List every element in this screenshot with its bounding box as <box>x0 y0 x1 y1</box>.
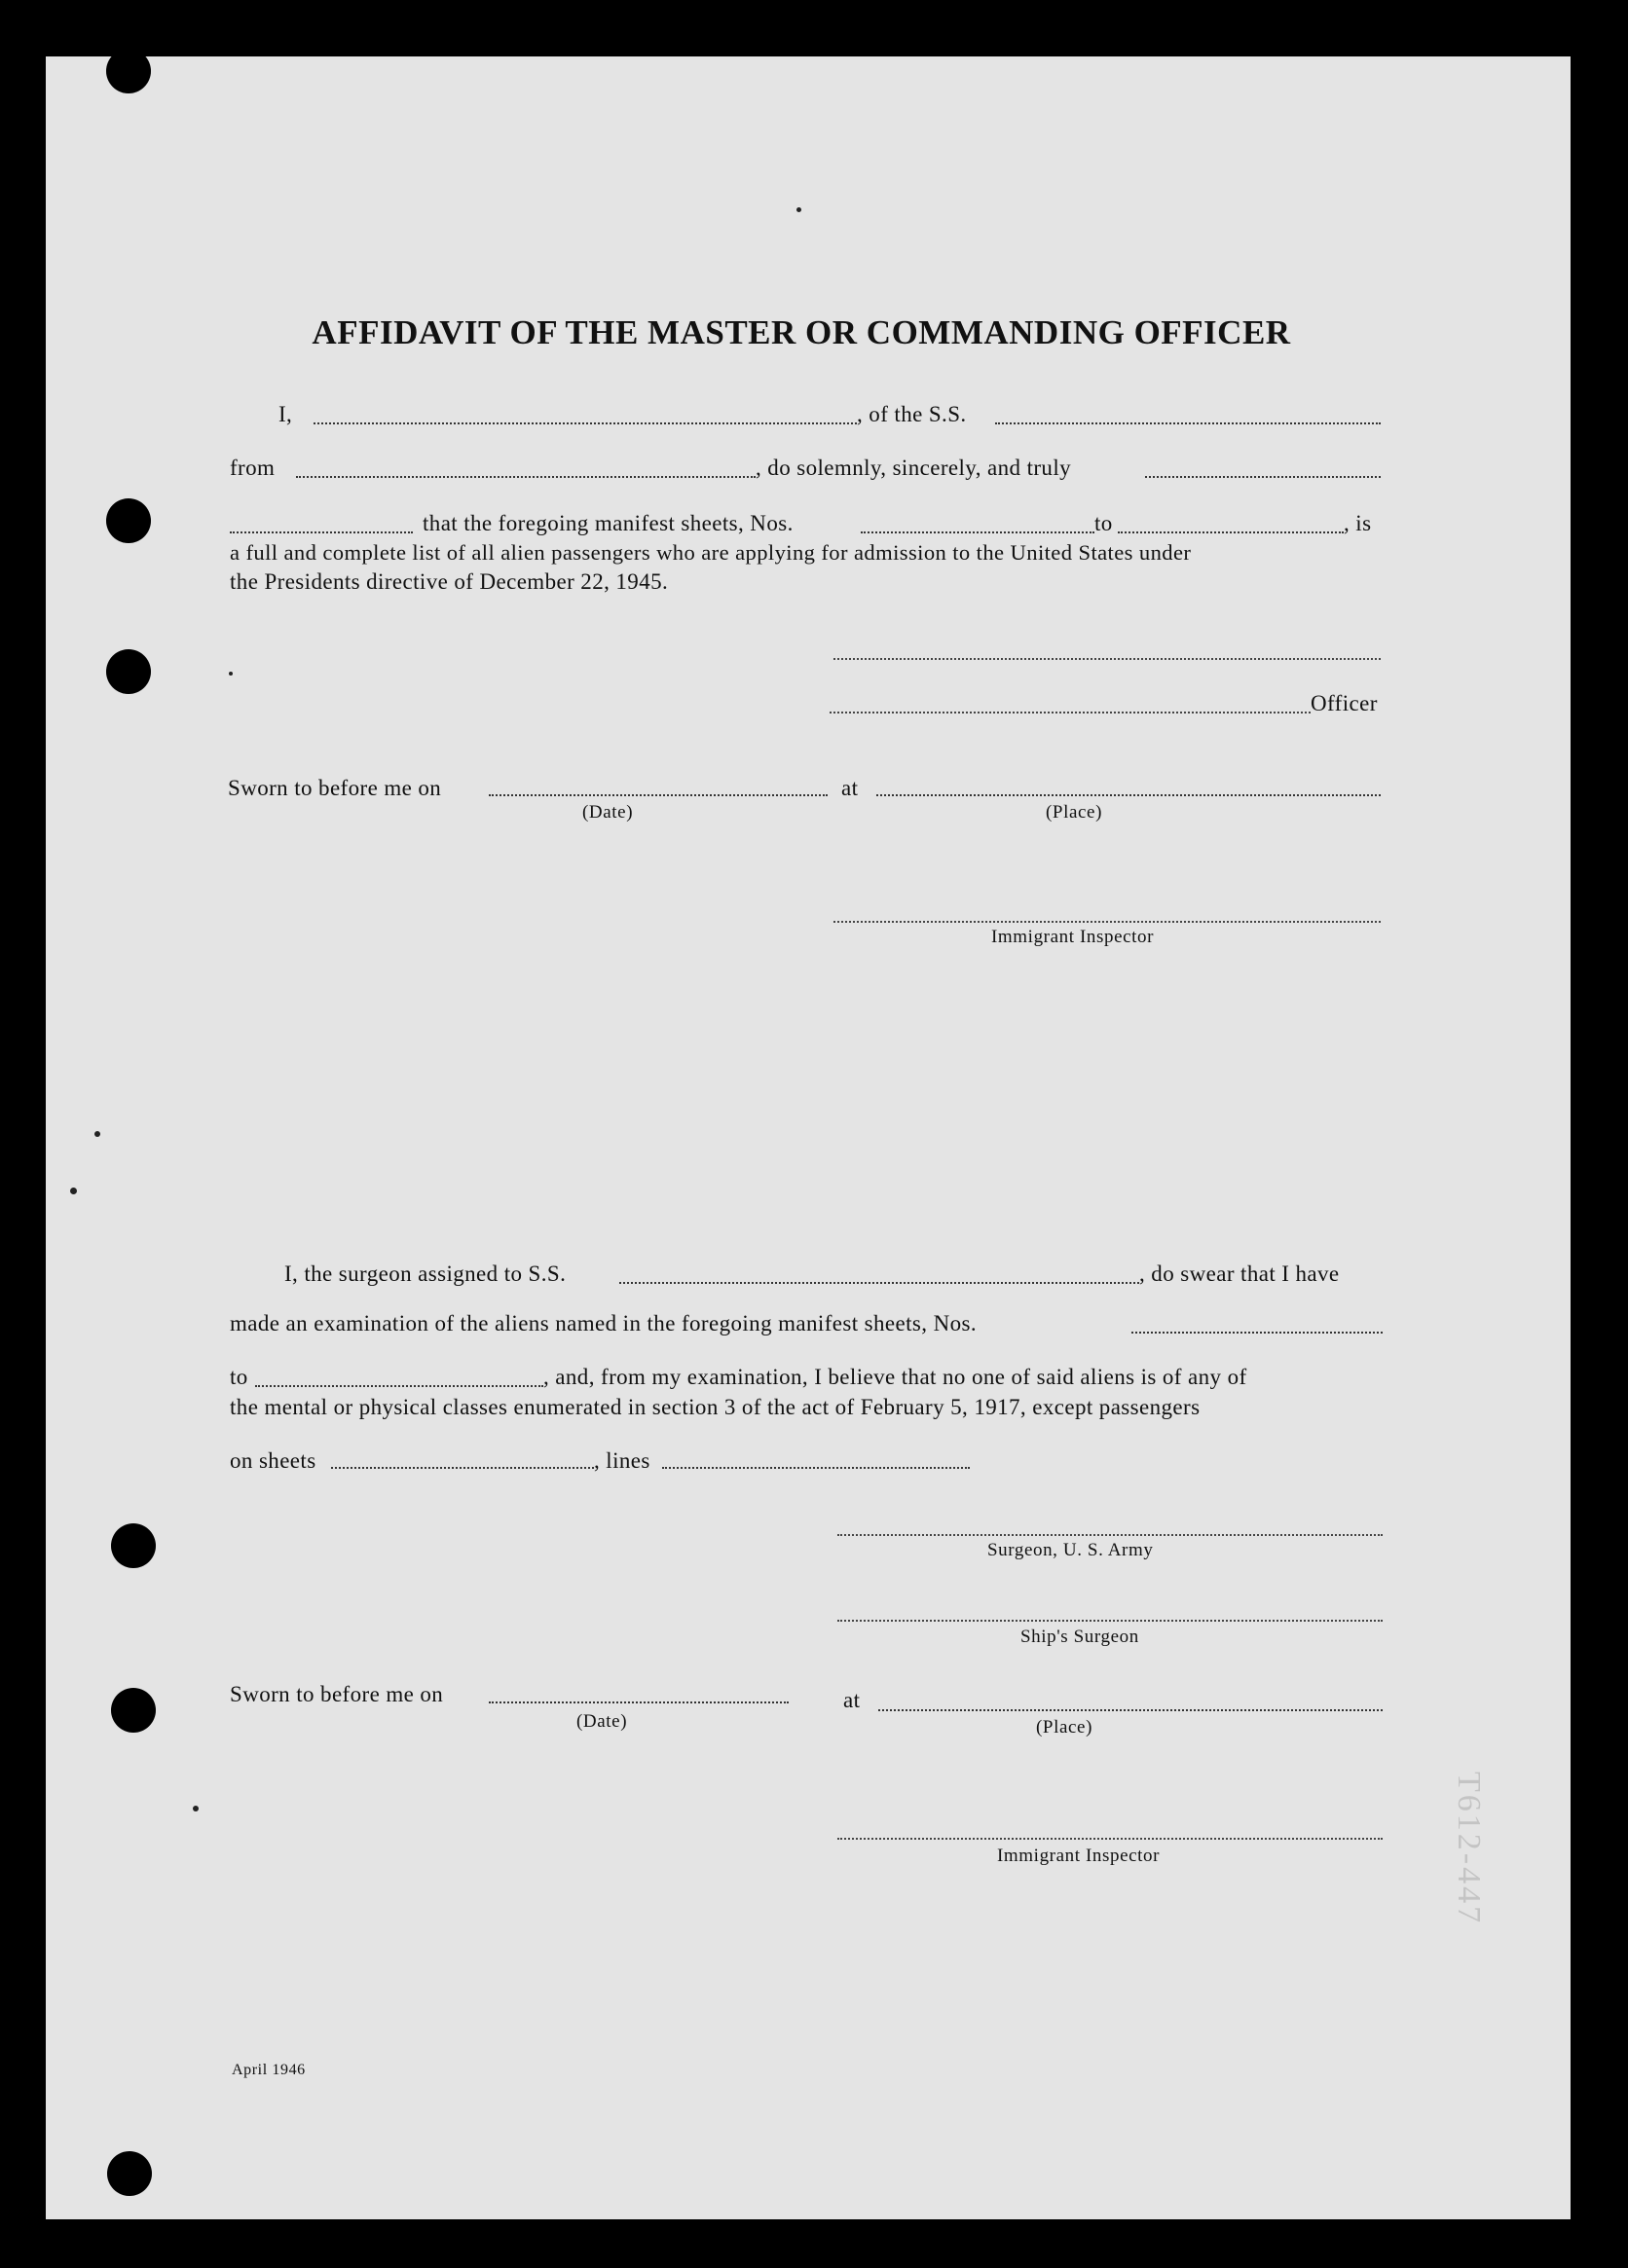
master-sworn-place-field[interactable] <box>876 794 1381 796</box>
master-sworn-date-field[interactable] <box>489 794 828 796</box>
speck <box>796 207 801 212</box>
surgeon-line4: the mental or physical classes enumerated in section 3 of the act of February 5, 1917, except passengers <box>230 1395 1201 1419</box>
master-at-label: at <box>841 776 859 800</box>
master-line2-start: from <box>230 456 276 480</box>
punch-hole-icon <box>106 498 151 543</box>
surgeon-lines-field[interactable] <box>662 1467 970 1469</box>
microfilm-stamp: T612-447 <box>1451 1772 1487 1926</box>
surgeon-line5-start: on sheets <box>230 1448 316 1473</box>
form-title: AFFIDAVIT OF THE MASTER OR COMMANDING OFFICER <box>312 313 1291 351</box>
surgeon-sworn-place-field[interactable] <box>878 1709 1383 1711</box>
surgeon-date-label: (Date) <box>576 1711 628 1732</box>
surgeon-ship-field[interactable] <box>619 1282 1139 1284</box>
surgeon-sheets-field[interactable] <box>331 1467 594 1469</box>
army-surgeon-label: Surgeon, U. S. Army <box>987 1540 1154 1560</box>
surgeon-place-label: (Place) <box>1036 1717 1092 1738</box>
master-line5: the Presidents directive of December 22, 1945. <box>230 569 669 594</box>
master-line3-end: , is <box>1344 511 1372 535</box>
speck <box>193 1806 199 1811</box>
speck <box>94 1131 100 1137</box>
surgeon-line2: made an examination of the aliens named in the foregoing manifest sheets, Nos. <box>230 1311 977 1335</box>
speck <box>70 1188 77 1194</box>
surgeon-line1-end: , do swear that I have <box>1139 1262 1340 1286</box>
punch-hole-icon <box>111 1523 156 1568</box>
officer-label: Officer <box>1311 691 1378 715</box>
punch-hole-icon <box>111 1688 156 1733</box>
oath-verb-field-2[interactable] <box>230 531 413 533</box>
master-line1-mid: , of the S.S. <box>857 402 967 426</box>
surgeon-sheets-from-field[interactable] <box>1131 1332 1383 1334</box>
master-signature-line[interactable] <box>833 658 1381 660</box>
master-name-field[interactable] <box>314 422 857 424</box>
surgeon-inspector-label: Immigrant Inspector <box>997 1846 1161 1866</box>
surgeon-line1-start: I, the surgeon assigned to S.S. <box>284 1262 567 1286</box>
surgeon-inspector-signature-line[interactable] <box>837 1838 1383 1840</box>
master-line4: a full and complete list of all alien passengers who are applying for admission to the United States under <box>230 540 1192 565</box>
ship-surgeon-signature-line[interactable] <box>837 1620 1383 1622</box>
ship-name-field[interactable] <box>995 422 1381 424</box>
master-inspector-label: Immigrant Inspector <box>991 927 1155 947</box>
master-line3-to: to <box>1094 511 1113 535</box>
form-date: April 1946 <box>232 2062 306 2078</box>
surgeon-sheets-to-field[interactable] <box>255 1385 543 1387</box>
master-line1-start: I, <box>278 402 293 426</box>
master-line3-mid: that the foregoing manifest sheets, Nos. <box>423 511 794 535</box>
army-surgeon-signature-line[interactable] <box>837 1534 1383 1536</box>
sheets-to-field[interactable] <box>1118 531 1344 533</box>
surgeon-sworn-date-field[interactable] <box>489 1701 789 1703</box>
surgeon-line3-end: , and, from my examination, I believe that no one of said aliens is of any of <box>543 1365 1247 1389</box>
master-date-label: (Date) <box>582 802 634 823</box>
surgeon-line5-mid: , lines <box>594 1448 650 1473</box>
speck <box>229 672 233 676</box>
master-line2-mid: , do solemnly, sincerely, and truly <box>756 456 1072 480</box>
master-sworn-label: Sworn to before me on <box>228 776 442 800</box>
punch-hole-icon <box>106 49 151 93</box>
master-inspector-signature-line[interactable] <box>833 921 1381 923</box>
surgeon-sworn-label: Sworn to before me on <box>230 1682 444 1706</box>
punch-hole-icon <box>106 649 151 694</box>
surgeon-at-label: at <box>843 1688 861 1712</box>
master-place-label: (Place) <box>1046 802 1102 823</box>
form-page <box>46 56 1571 2219</box>
oath-verb-field[interactable] <box>1145 476 1381 478</box>
sheets-from-field[interactable] <box>861 531 1094 533</box>
surgeon-line3-start: to <box>230 1365 248 1389</box>
punch-hole-icon <box>107 2151 152 2196</box>
officer-signature-line[interactable] <box>830 712 1311 713</box>
departure-port-field[interactable] <box>296 476 756 478</box>
ship-surgeon-label: Ship's Surgeon <box>1020 1627 1139 1647</box>
